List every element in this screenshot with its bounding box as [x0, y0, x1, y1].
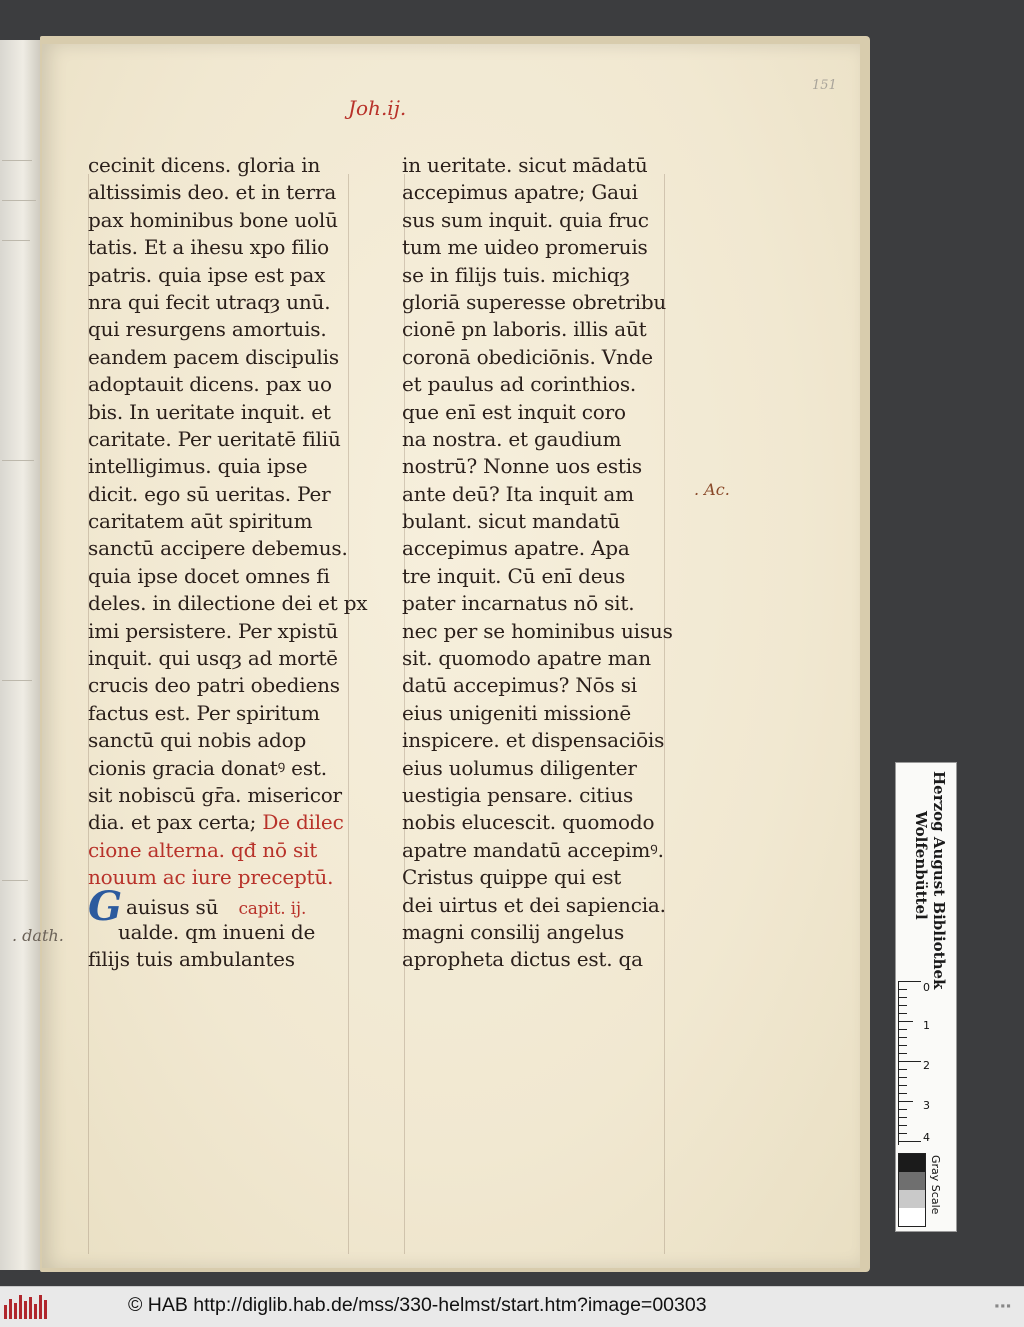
- text-line: factus est. Per spiritum: [88, 700, 320, 725]
- text-column-left: [88, 152, 367, 974]
- rubric-line: nouum ac iure preceptū.: [88, 865, 334, 890]
- text-line: bis. In ueritate inquit. et: [88, 399, 331, 424]
- text-line: inquit. qui usqȝ ad mortē: [88, 646, 338, 671]
- scale-number: 0: [923, 981, 930, 994]
- text-line: nra qui fecit utraqȝ unū.: [88, 289, 331, 314]
- text-line: coronā obediciōnis. Vnde: [402, 344, 653, 369]
- text-line: que enī est inquit coro: [402, 399, 626, 424]
- text-line: pax hominibus bone uolū: [88, 207, 338, 232]
- text-line: in ueritate. sicut mādatū: [402, 153, 648, 177]
- text-line: datū accepimus? Nōs si: [402, 673, 637, 698]
- facing-page-edge: [0, 40, 42, 1270]
- text-line: eius unigeniti missionē: [402, 700, 632, 725]
- chapter-number: capit. ij.: [238, 898, 307, 919]
- text-line: deles. in dilectione dei et px: [88, 591, 368, 616]
- text-line: eandem pacem discipulis: [88, 344, 339, 369]
- text-segment: auisus sū: [125, 894, 219, 919]
- text-line: Cristus quippe qui est: [402, 865, 622, 890]
- library-name: Herzog August Bibliothek: [930, 771, 948, 990]
- corner-mark-icon: ▪▪▪: [994, 1301, 1012, 1310]
- scale-number: 4: [923, 1131, 930, 1144]
- text-line: sus sum inquit. quia fruc: [402, 207, 649, 232]
- text-line: imi persistere. Per xpistū: [88, 618, 338, 643]
- library-city: Wolfenbüttel: [912, 811, 930, 920]
- text-line: sanctū qui nobis adop: [88, 728, 307, 753]
- text-line: dicit. ego sū ueritas. Per: [88, 481, 331, 506]
- rubric-line: cione alterna. qđ nō sit: [88, 837, 318, 862]
- text-line: intelligimus. quia ipse: [88, 454, 308, 479]
- text-line: nec per se hominibus uisus: [402, 618, 673, 643]
- running-head: Joh.ij.: [348, 96, 407, 120]
- text-line: gloriā superesse obretribu: [402, 289, 667, 314]
- text-line: sit. quomodo apatre man: [402, 646, 651, 671]
- gray-scale-text: Gray Scale: [929, 1155, 942, 1215]
- marginal-note-right: . Ac.: [694, 480, 730, 499]
- text-line: et paulus ad corinthios.: [402, 372, 637, 397]
- scale-ruler: [895, 762, 957, 1232]
- hab-logo-icon: [4, 1295, 48, 1319]
- text-line: tre inquit. Cū enī deus: [402, 563, 626, 588]
- text-line: sanctū accipere debemus.: [88, 536, 348, 561]
- text-line: pater incarnatus nō sit.: [402, 591, 635, 616]
- text-line: inspicere. et dispensaciōis: [402, 728, 665, 753]
- decorated-initial: G: [88, 882, 122, 930]
- cm-scale: [898, 981, 939, 1145]
- text-line: cionē pn laboris. illis aūt: [402, 317, 647, 342]
- text-column-right: [402, 152, 673, 974]
- text-line: adoptauit dicens. pax uo: [88, 372, 332, 397]
- text-line: crucis deo patri obediens: [88, 673, 340, 698]
- text-line: tum me uideo promeruis: [402, 235, 648, 260]
- text-line: uestigia pensare. citius: [402, 782, 634, 807]
- text-line: filijs tuis ambulantes: [88, 947, 295, 972]
- text-line: ualde. qm inueni de: [118, 919, 316, 944]
- rubric-title: De dilec: [262, 810, 344, 835]
- gray-scale-label: [926, 1155, 946, 1225]
- text-line: patris. quia ipse est pax: [88, 262, 326, 287]
- text-line: caritatem aūt spiritum: [88, 509, 313, 534]
- chapter-opening-line: [88, 882, 367, 930]
- library-label: [912, 771, 952, 990]
- text-line: sit nobiscū gr̄a. misericor: [88, 782, 342, 807]
- text-line: cecinit dicens. gloria in: [88, 153, 321, 177]
- text-line: nobis elucescit. quomodo: [402, 810, 655, 835]
- text-line: eius uolumus diligenter: [402, 755, 637, 780]
- scale-number: 2: [923, 1059, 930, 1072]
- text-line: accepimus apatre; Gaui: [402, 180, 638, 205]
- text-line-with-rubric: [88, 809, 367, 836]
- text-line: na nostra. et gaudium: [402, 426, 622, 451]
- text-line: quia ipse docet omnes fi: [88, 563, 330, 588]
- scale-number: 3: [923, 1099, 930, 1112]
- text-line: cionis gracia donatꝰ est.: [88, 755, 327, 780]
- text-line: bulant. sicut mandatū: [402, 509, 620, 534]
- scale-number: 1: [923, 1019, 930, 1032]
- folio-number: 151: [812, 78, 837, 93]
- gray-scale-swatches: [898, 1153, 926, 1227]
- text-segment: dia. et pax certa;: [88, 810, 257, 835]
- text-line: ante deū? Ita inquit am: [402, 481, 634, 506]
- text-line: altissimis deo. et in terra: [88, 180, 337, 205]
- text-line: nostrū? Nonne uos estis: [402, 454, 642, 479]
- text-line: se in filijs tuis. michiqȝ: [402, 262, 630, 287]
- text-line: caritate. Per ueritatē filiū: [88, 426, 341, 451]
- text-line: magni consilij angelus: [402, 919, 625, 944]
- text-line: tatis. Et a ihesu xpo filio: [88, 235, 329, 260]
- text-line: apropheta dictus est. qa: [402, 947, 643, 972]
- footer-bar: [0, 1286, 1024, 1327]
- text-line: apatre mandatū accepimꝰ.: [402, 837, 664, 862]
- copyright-caption: © HAB http://diglib.hab.de/mss/330-helmst/start.htm?image=00303: [128, 1294, 707, 1316]
- text-line: qui resurgens amortuis.: [88, 317, 327, 342]
- text-line: dei uirtus et dei sapiencia.: [402, 892, 666, 917]
- marginal-note-left: . dath.: [12, 926, 64, 945]
- text-line: accepimus apatre. Apa: [402, 536, 630, 561]
